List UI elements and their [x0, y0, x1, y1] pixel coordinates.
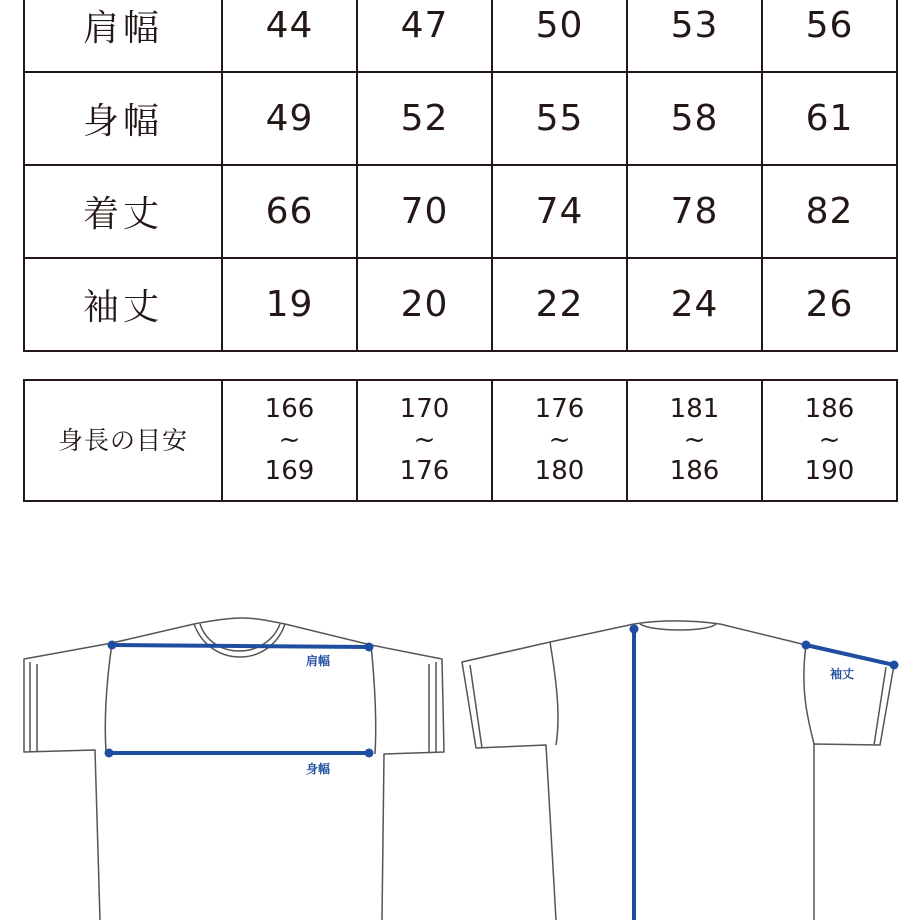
table-cell: 20: [357, 258, 492, 351]
table-cell: 78: [627, 165, 762, 258]
tshirt-back-outline: [462, 621, 894, 920]
range-from: 176: [534, 394, 585, 424]
tshirt-front-outline: [24, 618, 444, 920]
range-separator: ~: [683, 425, 706, 455]
range-from: 186: [804, 394, 855, 424]
table-cell: 66: [222, 165, 357, 258]
sleeve-length-label: 袖丈: [830, 667, 855, 681]
row-label-height: 身長の目安: [24, 380, 222, 501]
table-cell: 52: [357, 72, 492, 165]
range-to: 186: [669, 456, 720, 486]
table-cell: 70: [357, 165, 492, 258]
table-cell: 49: [222, 72, 357, 165]
table-cell: 19: [222, 258, 357, 351]
range-separator: ~: [413, 425, 436, 455]
range-from: 181: [669, 394, 720, 424]
range-separator: ~: [818, 425, 841, 455]
back-sleeve-measure: [802, 641, 899, 670]
row-label-shoulder: 肩幅: [24, 0, 222, 72]
range-to: 176: [399, 456, 450, 486]
table-cell: 50: [492, 0, 627, 72]
table-cell: 53: [627, 0, 762, 72]
table-cell: 47: [357, 0, 492, 72]
table-cell: 56: [762, 0, 897, 72]
range-to: 190: [804, 456, 855, 486]
range-to: 169: [264, 456, 315, 486]
range-to: 180: [534, 456, 585, 486]
table-cell: 74: [492, 165, 627, 258]
chest-width-label: 身幅: [306, 762, 331, 776]
shoulder-width-label: 肩幅: [306, 654, 331, 668]
front-shoulder-measure: [108, 641, 374, 652]
range-from: 170: [399, 394, 450, 424]
table-cell: 24: [627, 258, 762, 351]
table-cell: 82: [762, 165, 897, 258]
back-length-measure: [630, 625, 639, 920]
table-cell: 55: [492, 72, 627, 165]
table-cell: 44: [222, 0, 357, 72]
range-separator: ~: [278, 425, 301, 455]
table-cell: 22: [492, 258, 627, 351]
table-cell: 26: [762, 258, 897, 351]
range-from: 166: [264, 394, 315, 424]
front-chest-measure: [105, 749, 374, 758]
table-cell: 61: [762, 72, 897, 165]
row-label-length: 着丈: [24, 165, 222, 258]
table-cell: 58: [627, 72, 762, 165]
row-label-sleeve: 袖丈: [24, 258, 222, 351]
range-separator: ~: [548, 425, 571, 455]
row-label-chest: 身幅: [24, 72, 222, 165]
